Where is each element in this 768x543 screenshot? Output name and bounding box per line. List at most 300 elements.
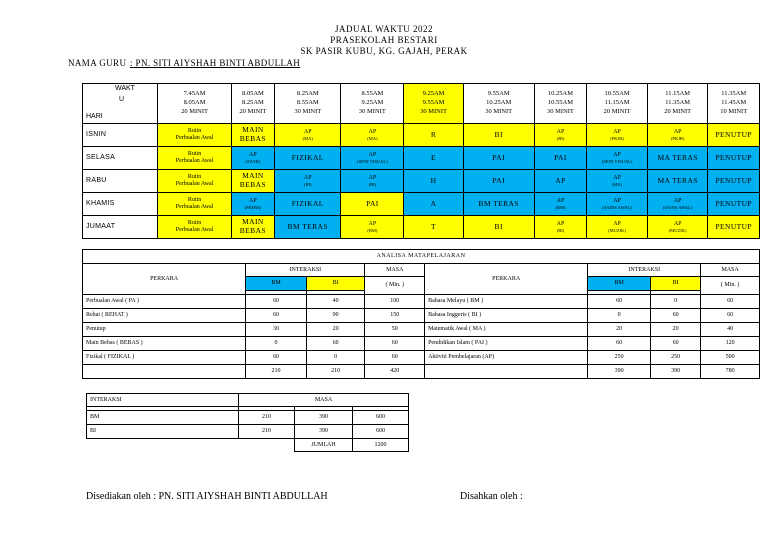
- summary-text: 600: [376, 428, 385, 435]
- analisa-text: 0: [334, 354, 338, 361]
- analisa-value: [588, 309, 651, 323]
- time-line: 10.55AM: [547, 99, 573, 107]
- jumlah-label: JUMLAH: [311, 441, 336, 448]
- timetable-cell: [587, 170, 648, 193]
- timetable-cell: [647, 147, 708, 170]
- timetable-cell: [158, 216, 231, 239]
- cell-main: MA TERAS: [657, 152, 698, 162]
- timetable-cell: [587, 124, 648, 147]
- time-slot-9: [708, 84, 760, 124]
- time-line: 8.55AM: [361, 90, 384, 98]
- time-line: 9.55AM: [487, 90, 510, 98]
- corner-cell: [83, 84, 158, 124]
- timetable: [82, 83, 760, 239]
- cell-sub: (SAINS AWAL): [602, 204, 632, 210]
- analisa-item: [425, 365, 588, 379]
- cell-sub: Perbualan Awal: [175, 227, 214, 233]
- time-slot-1: [231, 84, 274, 124]
- cell-sub: (BI): [556, 135, 565, 141]
- timetable-cell: [275, 124, 341, 147]
- perkara-header: [83, 264, 246, 295]
- time-line: 10.25AM: [486, 99, 512, 107]
- summary-text: 600: [376, 414, 385, 421]
- perkara-header: [425, 264, 588, 295]
- analisa-value: [701, 365, 760, 379]
- timetable-cell: [231, 124, 274, 147]
- summary-table: [86, 393, 409, 452]
- cell-sub: (BM): [367, 227, 378, 233]
- time-line: 8.05AM: [241, 90, 264, 98]
- timetable-cell: [158, 147, 231, 170]
- cell-main: AP: [613, 174, 621, 181]
- timetable-cell: [463, 170, 534, 193]
- analisa-text: Penutup: [86, 326, 106, 333]
- time-line: 8.25AM: [241, 99, 264, 107]
- time-line: 11.15AM: [604, 99, 630, 107]
- analisa-text: 390: [671, 368, 681, 375]
- analisa-text: 60: [672, 312, 679, 319]
- analisa-text: Bahasa Melayu ( BM ): [428, 298, 484, 305]
- analisa-value: [651, 295, 701, 309]
- cell-main: Rutin: [187, 151, 202, 158]
- cell-main: BM TERAS: [287, 221, 328, 231]
- corner-waktu: WAKT: [115, 85, 135, 92]
- timetable-cell: [404, 124, 463, 147]
- time-slot-6: [534, 84, 587, 124]
- timetable-cell: [708, 170, 760, 193]
- analisa-value: [306, 351, 365, 365]
- school-name: SK PASIR KUBU, KG. GAJAH, PERAK: [300, 46, 468, 56]
- interaksi-header: [588, 264, 701, 277]
- analisa-text: 20: [332, 326, 339, 333]
- time-slot-4: [404, 84, 463, 124]
- bi-header: [651, 277, 701, 291]
- masa-label: MASA: [721, 266, 739, 273]
- cell-main: MAIN: [242, 171, 264, 181]
- analisa-value: [701, 323, 760, 337]
- cell-main: AP: [613, 197, 621, 204]
- cell-sub: (BI): [556, 227, 565, 233]
- analisa-text: 60: [273, 298, 280, 305]
- analisa-text: 210: [271, 368, 281, 375]
- bi-header: [306, 277, 365, 291]
- time-line: 10 MINIT: [720, 107, 748, 115]
- analisa-text: 40: [727, 326, 734, 333]
- cell-main: AP: [368, 128, 377, 135]
- summary-value: [295, 411, 353, 425]
- bi-label: BI: [672, 280, 679, 287]
- cell-main: PENUTUP: [715, 175, 753, 185]
- cell-main: PAI: [492, 152, 506, 162]
- analisa-value: [701, 351, 760, 365]
- cell-main: Rutin: [187, 174, 202, 181]
- timetable-cell: [587, 216, 648, 239]
- cell-main: AP: [249, 151, 257, 158]
- analisa-value: [365, 365, 425, 379]
- timetable-cell: [647, 124, 708, 147]
- analisa-text: 210: [331, 368, 341, 375]
- cell-main: BM TERAS: [478, 198, 519, 208]
- analisa-item: [425, 295, 588, 309]
- perkara-label: PERKARA: [492, 275, 521, 282]
- cell-sub: BEBAS: [239, 180, 266, 189]
- time-line: 20 MINIT: [181, 107, 209, 115]
- cell-main: AP: [673, 128, 682, 135]
- bm-label: BM: [614, 280, 624, 287]
- analisa-text: 60: [727, 298, 734, 305]
- summary-masa-header: [239, 394, 409, 407]
- summary-text: 390: [319, 414, 328, 421]
- analisa-value: [246, 295, 307, 309]
- timetable-cell: [463, 193, 534, 216]
- cell-main: FIZIKAL: [291, 152, 324, 162]
- interaksi-header: [246, 264, 365, 277]
- analisa-item: [425, 337, 588, 351]
- timetable-cell: [275, 147, 341, 170]
- timetable-cell: [158, 193, 231, 216]
- timetable-cell: [275, 170, 341, 193]
- timetable-cell: [647, 170, 708, 193]
- timetable-cell: [231, 193, 274, 216]
- teacher-name: : PN. SITI AIYSHAH BINTI ABDULLAH: [130, 58, 301, 68]
- analisa-value: [306, 323, 365, 337]
- analisa-text: 20: [616, 326, 623, 333]
- cell-sub: (BM): [555, 204, 566, 210]
- cell-main: AP: [613, 151, 621, 158]
- cell-main: PAI: [492, 175, 506, 185]
- cell-sub: (SIVIK): [245, 158, 261, 164]
- day-label: [83, 147, 158, 170]
- analisa-text: 60: [616, 340, 623, 347]
- analisa-text: Bahasa Inggeris ( BI ): [428, 312, 482, 319]
- summary-text: 210: [262, 414, 271, 421]
- day-name: RABU: [86, 176, 107, 184]
- timetable-cell: [534, 147, 587, 170]
- time-line: 11.35AM: [721, 90, 747, 98]
- summary-value: [239, 425, 295, 439]
- analisa-text: 390: [614, 368, 624, 375]
- analisa-value: [365, 351, 425, 365]
- timetable-cell: [463, 147, 534, 170]
- time-line: 7.45AM: [183, 90, 206, 98]
- cell-main: PAI: [554, 152, 567, 162]
- day-name: SELASA: [86, 153, 116, 161]
- time-slot-2: [275, 84, 341, 124]
- cell-main: MAIN: [242, 217, 264, 227]
- analisa-value: [651, 309, 701, 323]
- time-line: 10.55AM: [604, 90, 630, 98]
- cell-main: MA TERAS: [657, 175, 698, 185]
- timetable-cell: [341, 147, 404, 170]
- timetable-cell: [341, 216, 404, 239]
- cell-main: Rutin: [187, 197, 202, 204]
- analisa-text: 30: [273, 326, 280, 333]
- day-label: [83, 170, 158, 193]
- cell-sub: (MA): [302, 135, 313, 141]
- cell-main: MAIN: [242, 125, 264, 135]
- timetable-cell: [534, 170, 587, 193]
- summary-text: 390: [319, 428, 328, 435]
- timetable-cell: [534, 216, 587, 239]
- analisa-text: 250: [614, 354, 624, 361]
- min-label: ( Min. ): [385, 282, 405, 289]
- cell-main: AP: [556, 128, 565, 135]
- min-header: [365, 277, 425, 295]
- prepared-by: Disediakan oleh : PN. SITI AIYSHAH BINTI ABDULLAH: [86, 491, 328, 502]
- analisa-text: 60: [391, 354, 398, 361]
- analisa-value: [651, 351, 701, 365]
- analisa-value: [246, 351, 307, 365]
- cell-main: R: [430, 129, 437, 139]
- time-line: 9.25AM: [422, 90, 445, 98]
- time-line: 8.55AM: [296, 99, 319, 107]
- time-line: 20 MINIT: [664, 107, 692, 115]
- cell-sub: (MA): [611, 181, 623, 187]
- analisa-text: 60: [273, 354, 280, 361]
- analisa-value: [588, 365, 651, 379]
- analisa-value: [588, 337, 651, 351]
- bm-label: BM: [271, 280, 281, 287]
- bm-header: [588, 277, 651, 291]
- day-name: KHAMIS: [86, 199, 115, 207]
- blank: [239, 439, 295, 452]
- time-line: 11.35AM: [665, 99, 691, 107]
- timetable-cell: [275, 193, 341, 216]
- timetable-cell: [647, 216, 708, 239]
- summary-interaksi-header: [87, 394, 239, 407]
- time-line: 30 MINIT: [358, 107, 386, 115]
- masa-label: MASA: [386, 266, 404, 273]
- timetable-cell: [341, 170, 404, 193]
- cell-sub: (SENI VISUAL): [357, 158, 388, 164]
- timetable-cell: [404, 170, 463, 193]
- cell-sub: (BI): [368, 181, 377, 187]
- cell-sub: BEBAS: [239, 134, 266, 143]
- timetable-cell: [158, 124, 231, 147]
- timetable-cell: [231, 216, 274, 239]
- time-slot-3: [341, 84, 404, 124]
- analisa-text: Rehat ( REHAT ): [86, 312, 128, 319]
- masa-header: [365, 264, 425, 277]
- cell-sub: (PKJR): [610, 135, 624, 141]
- analisa-text: 250: [671, 354, 681, 361]
- timetable-cell: [231, 170, 274, 193]
- analisa-text: Fizikal ( FIZIKAL ): [86, 354, 135, 361]
- cell-sub: Perbualan Awal: [175, 204, 214, 210]
- cell-sub: Perbualan Awal: [175, 135, 214, 141]
- summary-text: BM: [90, 414, 100, 421]
- time-line: 10.25AM: [547, 90, 573, 98]
- analisa-item: [83, 365, 246, 379]
- cell-main: H: [430, 175, 437, 185]
- cell-main: AP: [673, 220, 682, 227]
- time-line: 9.25AM: [361, 99, 384, 107]
- time-line: 30 MINIT: [294, 107, 322, 115]
- time-line: 8.25AM: [296, 90, 319, 98]
- analisa-text: 0: [617, 312, 621, 319]
- analisa-value: [306, 337, 365, 351]
- summary-value: [239, 411, 295, 425]
- timetable-cell: [463, 124, 534, 147]
- cell-main: AP: [368, 174, 377, 181]
- cell-main: BI: [494, 129, 503, 139]
- cell-main: BI: [494, 221, 503, 231]
- blank: [87, 439, 239, 452]
- cell-main: AP: [673, 197, 682, 204]
- cell-sub: Perbualan Awal: [175, 181, 214, 187]
- cell-sub: (MUZIK): [608, 227, 626, 233]
- cell-main: FIZIKAL: [291, 198, 324, 208]
- summary-item: [87, 411, 239, 425]
- timetable-cell: [404, 216, 463, 239]
- cell-sub: Perbualan Awal: [175, 158, 214, 164]
- analisa-text: Perbualan Awal ( PA ): [86, 298, 139, 305]
- cell-main: AP: [303, 128, 312, 135]
- timetable-cell: [158, 170, 231, 193]
- cell-sub: (SENI VISUAL): [601, 158, 633, 164]
- analisa-value: [701, 309, 760, 323]
- analisa-text: 20: [672, 326, 679, 333]
- time-line: 30 MINIT: [485, 107, 513, 115]
- day-label: [83, 193, 158, 216]
- cell-main: A: [430, 198, 437, 208]
- summary-value: [353, 411, 409, 425]
- analisa-text: 60: [616, 298, 623, 305]
- analisa-text: 60: [273, 312, 280, 319]
- time-line: 20 MINIT: [603, 107, 631, 115]
- timetable-cell: [404, 147, 463, 170]
- analisa-text: 120: [725, 340, 735, 347]
- analisa-item: [83, 323, 246, 337]
- time-line: 9.55AM: [422, 99, 445, 107]
- analisa-title-cell: [83, 250, 760, 264]
- analisa-text: 60: [391, 340, 398, 347]
- analisa-title: ANALISA MATAPELAJARAN: [376, 253, 466, 260]
- bi-label: BI: [332, 280, 339, 287]
- analisa-text: Matematik Awal ( MA ): [428, 326, 486, 333]
- day-name: ISNIN: [86, 130, 107, 138]
- summary-value: [295, 425, 353, 439]
- timetable-cell: [587, 193, 648, 216]
- timetable-cell: [708, 216, 760, 239]
- time-line: 30 MINIT: [420, 107, 447, 115]
- analisa-item: [425, 309, 588, 323]
- interaksi-label: INTERAKSI: [628, 266, 661, 273]
- analisa-item: [83, 351, 246, 365]
- teacher-label: NAMA GURU: [68, 58, 127, 68]
- day-label: [83, 124, 158, 147]
- analisa-value: [246, 337, 307, 351]
- analisa-value: [306, 365, 365, 379]
- jumlah-label-cell: [295, 439, 353, 452]
- cell-main: AP: [613, 220, 621, 227]
- corner-u: U: [119, 96, 125, 103]
- cell-sub: (SAINS AWAL): [662, 204, 693, 210]
- cell-main: AP: [368, 151, 377, 158]
- analisa-text: 780: [725, 368, 735, 375]
- analisa-value: [365, 323, 425, 337]
- analisa-value: [365, 309, 425, 323]
- day-name: JUMAAT: [86, 222, 116, 230]
- analisa-text: 40: [332, 298, 339, 305]
- analisa-value: [365, 337, 425, 351]
- time-line: 20 MINIT: [239, 107, 267, 115]
- time-line: 8.05AM: [183, 99, 206, 107]
- analisa-text: 60: [672, 340, 679, 347]
- analisa-value: [588, 323, 651, 337]
- analisa-text: 150: [390, 312, 400, 319]
- cell-main: AP: [368, 220, 377, 227]
- time-slot-0: [158, 84, 231, 124]
- cell-main: AP: [303, 174, 312, 181]
- time-slot-5: [463, 84, 534, 124]
- cell-sub: (MA): [367, 135, 378, 141]
- analisa-value: [306, 295, 365, 309]
- analisa-item: [83, 337, 246, 351]
- analisa-text: 60: [727, 312, 734, 319]
- timetable-cell: [341, 124, 404, 147]
- time-slot-8: [647, 84, 708, 124]
- analisa-value: [701, 295, 760, 309]
- doc-title: JADUAL WAKTU 2022: [335, 24, 433, 34]
- timetable-cell: [708, 147, 760, 170]
- cell-sub: (BI): [304, 181, 312, 187]
- cell-sub: BEBAS: [239, 226, 266, 235]
- time-line: 30 MINIT: [547, 107, 574, 115]
- analisa-text: 100: [390, 298, 400, 305]
- cell-main: AP: [556, 197, 565, 204]
- timetable-cell: [708, 193, 760, 216]
- analisa-value: [651, 337, 701, 351]
- timetable-cell: [231, 147, 274, 170]
- analisa-value: [365, 295, 425, 309]
- cell-main: T: [431, 221, 437, 231]
- timetable-cell: [463, 216, 534, 239]
- analisa-value: [246, 365, 307, 379]
- analisa-table: [82, 249, 760, 379]
- analisa-value: [701, 337, 760, 351]
- analisa-value: [588, 295, 651, 309]
- timetable-cell: [341, 193, 404, 216]
- approved-by: Disahkan oleh :: [460, 491, 523, 502]
- summary-interaksi-label: INTERAKSI: [90, 396, 122, 403]
- analisa-text: 60: [332, 340, 339, 347]
- summary-value: [353, 425, 409, 439]
- analisa-value: [306, 309, 365, 323]
- masa-header: [701, 264, 760, 277]
- time-line: 11.15AM: [665, 90, 691, 98]
- cell-sub: (MUZIK): [668, 227, 687, 233]
- analisa-text: Aktiviti Pembelajaran (AP): [428, 354, 495, 361]
- cell-main: AP: [555, 175, 566, 185]
- corner-hari: HARI: [86, 112, 103, 120]
- cell-main: PENUTUP: [715, 152, 753, 162]
- analisa-value: [246, 309, 307, 323]
- analisa-value: [651, 323, 701, 337]
- analisa-item: [425, 351, 588, 365]
- cell-main: PENUTUP: [715, 129, 753, 139]
- analisa-item: [83, 295, 246, 309]
- summary-text: 210: [262, 428, 271, 435]
- analisa-text: 500: [725, 354, 735, 361]
- summary-masa-label: MASA: [314, 396, 333, 403]
- analisa-text: 0: [274, 340, 278, 347]
- analisa-text: 90: [332, 312, 339, 319]
- analisa-text: 50: [391, 326, 398, 333]
- cell-main: E: [431, 152, 437, 162]
- min-label: ( Min. ): [720, 282, 740, 289]
- summary-item: [87, 425, 239, 439]
